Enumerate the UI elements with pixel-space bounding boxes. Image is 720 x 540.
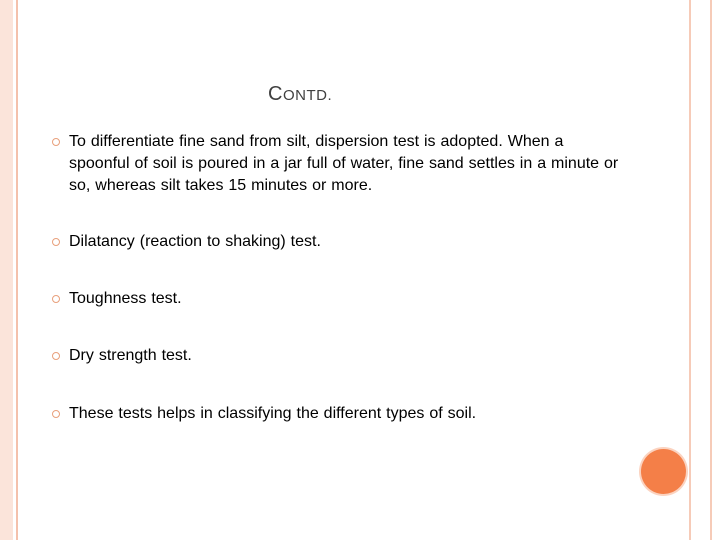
list-item — [52, 288, 622, 310]
slide-title — [268, 82, 332, 108]
bullet-circle-icon — [52, 410, 60, 418]
bullet-circle-icon — [52, 352, 60, 360]
bullet-text: Dry strength test. — [69, 347, 192, 364]
slide-title-rest: ONTD. — [282, 87, 333, 104]
accent-circle — [641, 449, 686, 494]
bullet-text: To differentiate fine sand from silt, dispersion test is adopted. When a spoonful of soil is poured in a jar full of water, fine sand settles in a minute or so, whereas silt takes 15 minutes or more. — [69, 133, 619, 194]
slide-title-initial: C — [268, 83, 283, 105]
bullet-circle-icon — [52, 238, 60, 246]
list-item — [52, 345, 622, 367]
bullet-text: These tests helps in classifying the different types of soil. — [69, 405, 477, 422]
list-item — [52, 231, 622, 253]
right-frame-line-inner — [689, 0, 691, 540]
bullet-text: Toughness test. — [69, 290, 182, 307]
list-item — [52, 403, 622, 425]
bullet-circle-icon — [52, 138, 60, 146]
right-frame-line-outer — [710, 0, 712, 540]
bullet-text: Dilatancy (reaction to shaking) test. — [69, 233, 321, 250]
left-frame-line — [16, 0, 18, 540]
bullet-circle-icon — [52, 295, 60, 303]
list-item — [52, 131, 622, 197]
left-decorative-band — [0, 0, 13, 540]
